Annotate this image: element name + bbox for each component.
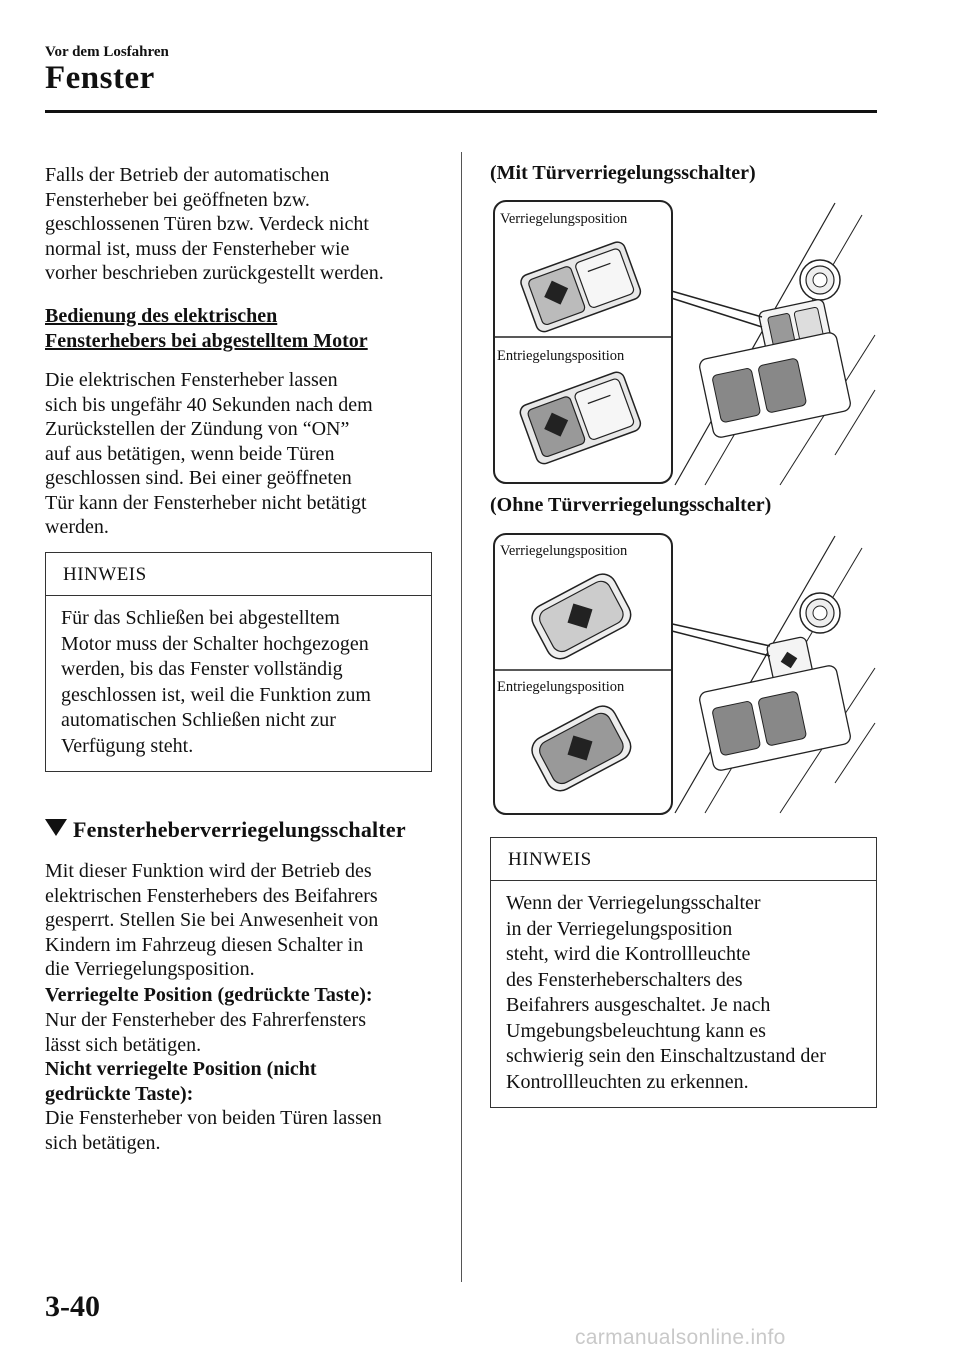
figure1-caption: (Mit Türverriegelungsschalter) [490, 162, 756, 184]
figure2-unlock-label: Entriegelungsposition [497, 679, 625, 695]
unlocked-position-label: Nicht verriegelte Position (nicht gedrückte Taste): [45, 1058, 317, 1105]
heading-lock-switch-text: Fensterheberverriegelungsschalter [73, 817, 406, 842]
figure2-switch-illustration [490, 528, 880, 818]
note-box-right [490, 837, 877, 1108]
page-title: Fenster [45, 60, 155, 96]
lock-switch-paragraph: Mit dieser Funktion wird der Betrieb des elektrischen Fensterhebers des Beifahrers gesperrt. Stellen Sie bei Anwesenheit von Kindern im Fahrzeug diesen Schalter in die Verriegelungsposition. [45, 860, 379, 980]
triangle-marker-icon [45, 819, 67, 836]
page-number: 3-40 [45, 1290, 100, 1323]
note-box-left [45, 552, 432, 772]
intro-paragraph: Falls der Betrieb der automatischen Fensterheber bei geöffneten bzw. geschlossenen Türen bzw. Verdeck nicht normal ist, muss der Fensterheber wie vorher beschrieben zurückgestellt werden. [45, 164, 384, 284]
heading-lock-switch [45, 817, 406, 843]
column-divider [461, 152, 462, 1282]
figure1-unlock-label: Entriegelungsposition [497, 348, 625, 364]
note-title: HINWEIS [46, 553, 431, 596]
note-text: Für das Schließen bei abgestelltem Motor muss der Schalter hochgezogen werden, bis das Fenster vollständig geschlossen ist, weil die Funktion zum automatischen Schließen nicht zur Verfügung steht. [61, 607, 371, 757]
header-rule [45, 110, 877, 113]
figure1-lock-label: Verriegelungsposition [500, 211, 628, 227]
unlocked-position-text: Die Fensterheber von beiden Türen lassen sich betätigen. [45, 1107, 382, 1154]
subheading-engine-off: Bedienung des elektrischen Fensterhebers bei abgestelltem Motor [45, 305, 368, 352]
figure2-caption: (Ohne Türverriegelungsschalter) [490, 494, 772, 516]
note-title: HINWEIS [491, 838, 876, 881]
figure2-lock-label: Verriegelungsposition [500, 543, 628, 559]
engine-off-paragraph: Die elektrischen Fensterheber lassen sich bis ungefähr 40 Sekunden nach dem Zurückstellen der Zündung von “ON” auf aus betätigen, wenn beide Türen geschlossen sind. Bei einer geöffneten Tür kann der Fensterheber nicht betätigt werden. [45, 369, 373, 538]
locked-position-label: Verriegelte Position (gedrückte Taste): [45, 984, 373, 1006]
figure1-switch-illustration [490, 195, 880, 490]
watermark: carmanualsonline.info [575, 1326, 786, 1349]
locked-position-text: Nur der Fensterheber des Fahrerfensters lässt sich betätigen. [45, 1009, 366, 1056]
section-label: Vor dem Losfahren [45, 44, 169, 60]
note-text: Wenn der Verriegelungsschalter in der Verriegelungsposition steht, wird die Kontrollleuchte des Fensterheberschalters des Beifahrers ausgeschaltet. Je nach Umgebungsbeleuchtung kann es schwierig sein den Einschaltzustand der Kontrollleuchten zu erkennen. [506, 892, 826, 1093]
